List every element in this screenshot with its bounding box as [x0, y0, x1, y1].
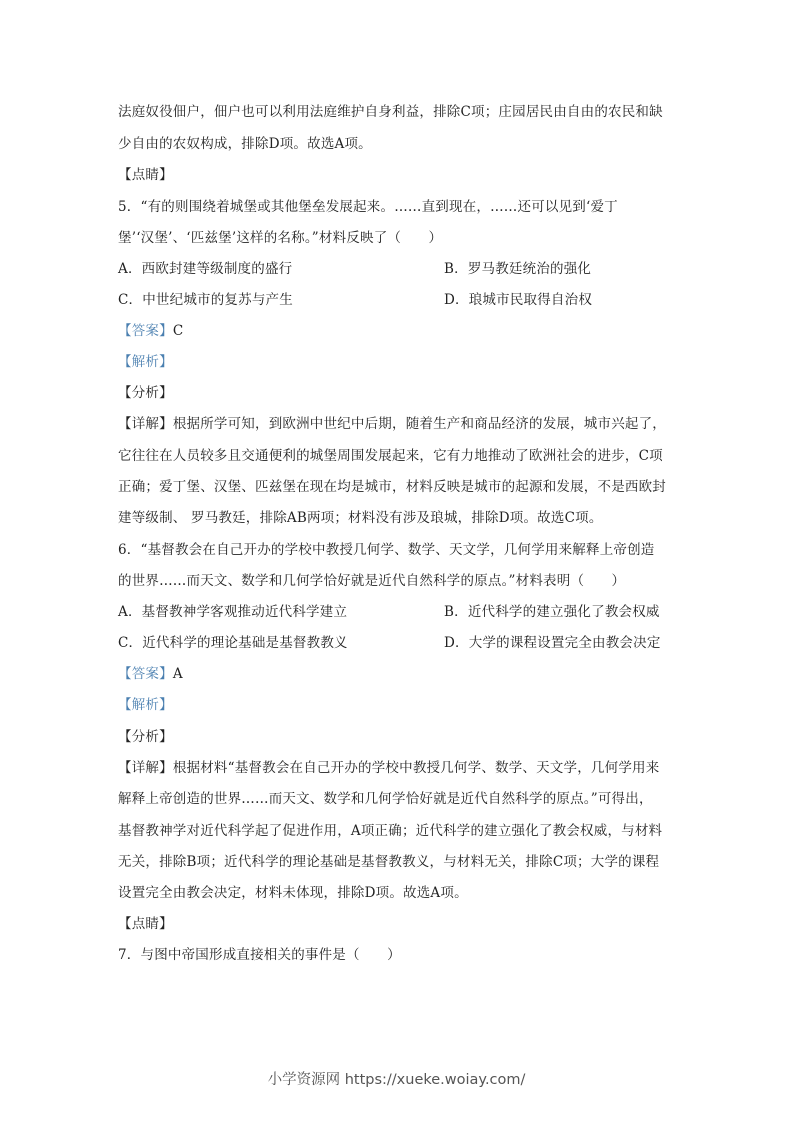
explanation-line: 少自由的农奴构成，排除D项。故选A项。 — [118, 136, 372, 152]
question-6-answer — [118, 664, 698, 684]
question-5-option-a: A．西欧封建等级制度的盛行 — [118, 261, 293, 277]
explanation-text: 根据材料“基督教会在自己开办的学校中教授几何学、数学、天文学，几何学用来 — [172, 760, 660, 776]
explanation-text: 根据所学可知，到欧洲中世纪中后期，随着生产和商品经济的发展，城市兴起了， — [172, 416, 667, 432]
question-6-option-c: C．近代科学的理论基础是基督教教义 — [118, 635, 348, 651]
explanation-line: 法庭奴役佃户，佃户也可以利用法庭维护自身利益，排除C项；庄园居民由自由的农民和缺 — [118, 104, 663, 120]
question-6-option-d: D．大学的课程设置完全由教会决定 — [444, 635, 661, 651]
question-6-option-a: A．基督教神学客观推动近代科学建立 — [118, 604, 348, 620]
explanation-line: 建等级制、 罗马教廷，排除AB两项；材料没有涉及琅城，排除D项。故选C项。 — [118, 510, 603, 526]
fenxi-label: 【分析】 — [118, 385, 173, 401]
footer-watermark: 小学资源网 https://xueke.woiay.com/ — [267, 1072, 526, 1088]
explanation-line: 设置完全由教会决定，材料未体现，排除D项。故选A项。 — [118, 885, 468, 901]
answer-label: 【答案】 — [118, 323, 173, 339]
question-6-stem: 的世界……而天文、数学和几何学恰好就是近代自然科学的原点。”材料表明（ ） — [118, 573, 626, 589]
dianjing-label: 【点睛】 — [118, 916, 173, 932]
question-5-option-c: C．中世纪城市的复苏与产生 — [118, 292, 293, 308]
xiangjie-label: 【详解】 — [118, 760, 173, 776]
question-5-option-b: B．罗马教廷统治的强化 — [444, 261, 592, 277]
question-6-explanation — [118, 758, 698, 778]
answer-value: A — [172, 666, 183, 682]
explanation-line: 解释上帝创造的世界……而天文、数学和几何学恰好就是近代自然科学的原点。”可得出， — [118, 791, 653, 807]
question-6-option-b: B．近代科学的建立强化了教会权威 — [444, 604, 660, 620]
answer-value: C — [172, 323, 184, 339]
jiexi-label: 【解析】 — [118, 354, 173, 370]
jiexi-label: 【解析】 — [118, 697, 173, 713]
question-7-stem: 7．与图中帝国形成直接相关的事件是（ ） — [118, 947, 401, 963]
question-6-stem: 6．“基督教会在自己开办的学校中教授几何学、数学、天文学，几何学用来解释上帝创造 — [118, 542, 655, 558]
explanation-line: 它往往在人员较多且交通便利的城堡周围发展起来，它有力地推动了欧洲社会的进步，C项 — [118, 448, 663, 464]
question-5-explanation — [118, 414, 698, 434]
fenxi-label: 【分析】 — [118, 729, 173, 745]
question-5-stem: 5．“有的则围绕着城堡或其他堡垒发展起来。……直到现在，……还可以见到‘爱丁 — [118, 199, 618, 215]
xiangjie-label: 【详解】 — [118, 416, 173, 432]
explanation-line: 正确；爱丁堡、汉堡、匹兹堡在现在均是城市，材料反映是城市的起源和发展，不是西欧封 — [118, 479, 666, 495]
question-5-answer — [118, 321, 698, 341]
explanation-line: 基督教神学对近代科学起了促进作用，A项正确；近代科学的建立强化了教会权威，与材料 — [118, 823, 663, 839]
dianjing-label: 【点睛】 — [118, 167, 173, 183]
question-5-option-d: D．琅城市民取得自治权 — [444, 292, 593, 308]
question-5-stem: 堡’‘汉堡’、‘匹兹堡’这样的名称。”材料反映了（ ） — [118, 230, 443, 246]
answer-label: 【答案】 — [118, 666, 173, 682]
explanation-line: 无关，排除B项；近代科学的理论基础是基督教教义，与材料无关，排除C项；大学的课程 — [118, 854, 660, 870]
